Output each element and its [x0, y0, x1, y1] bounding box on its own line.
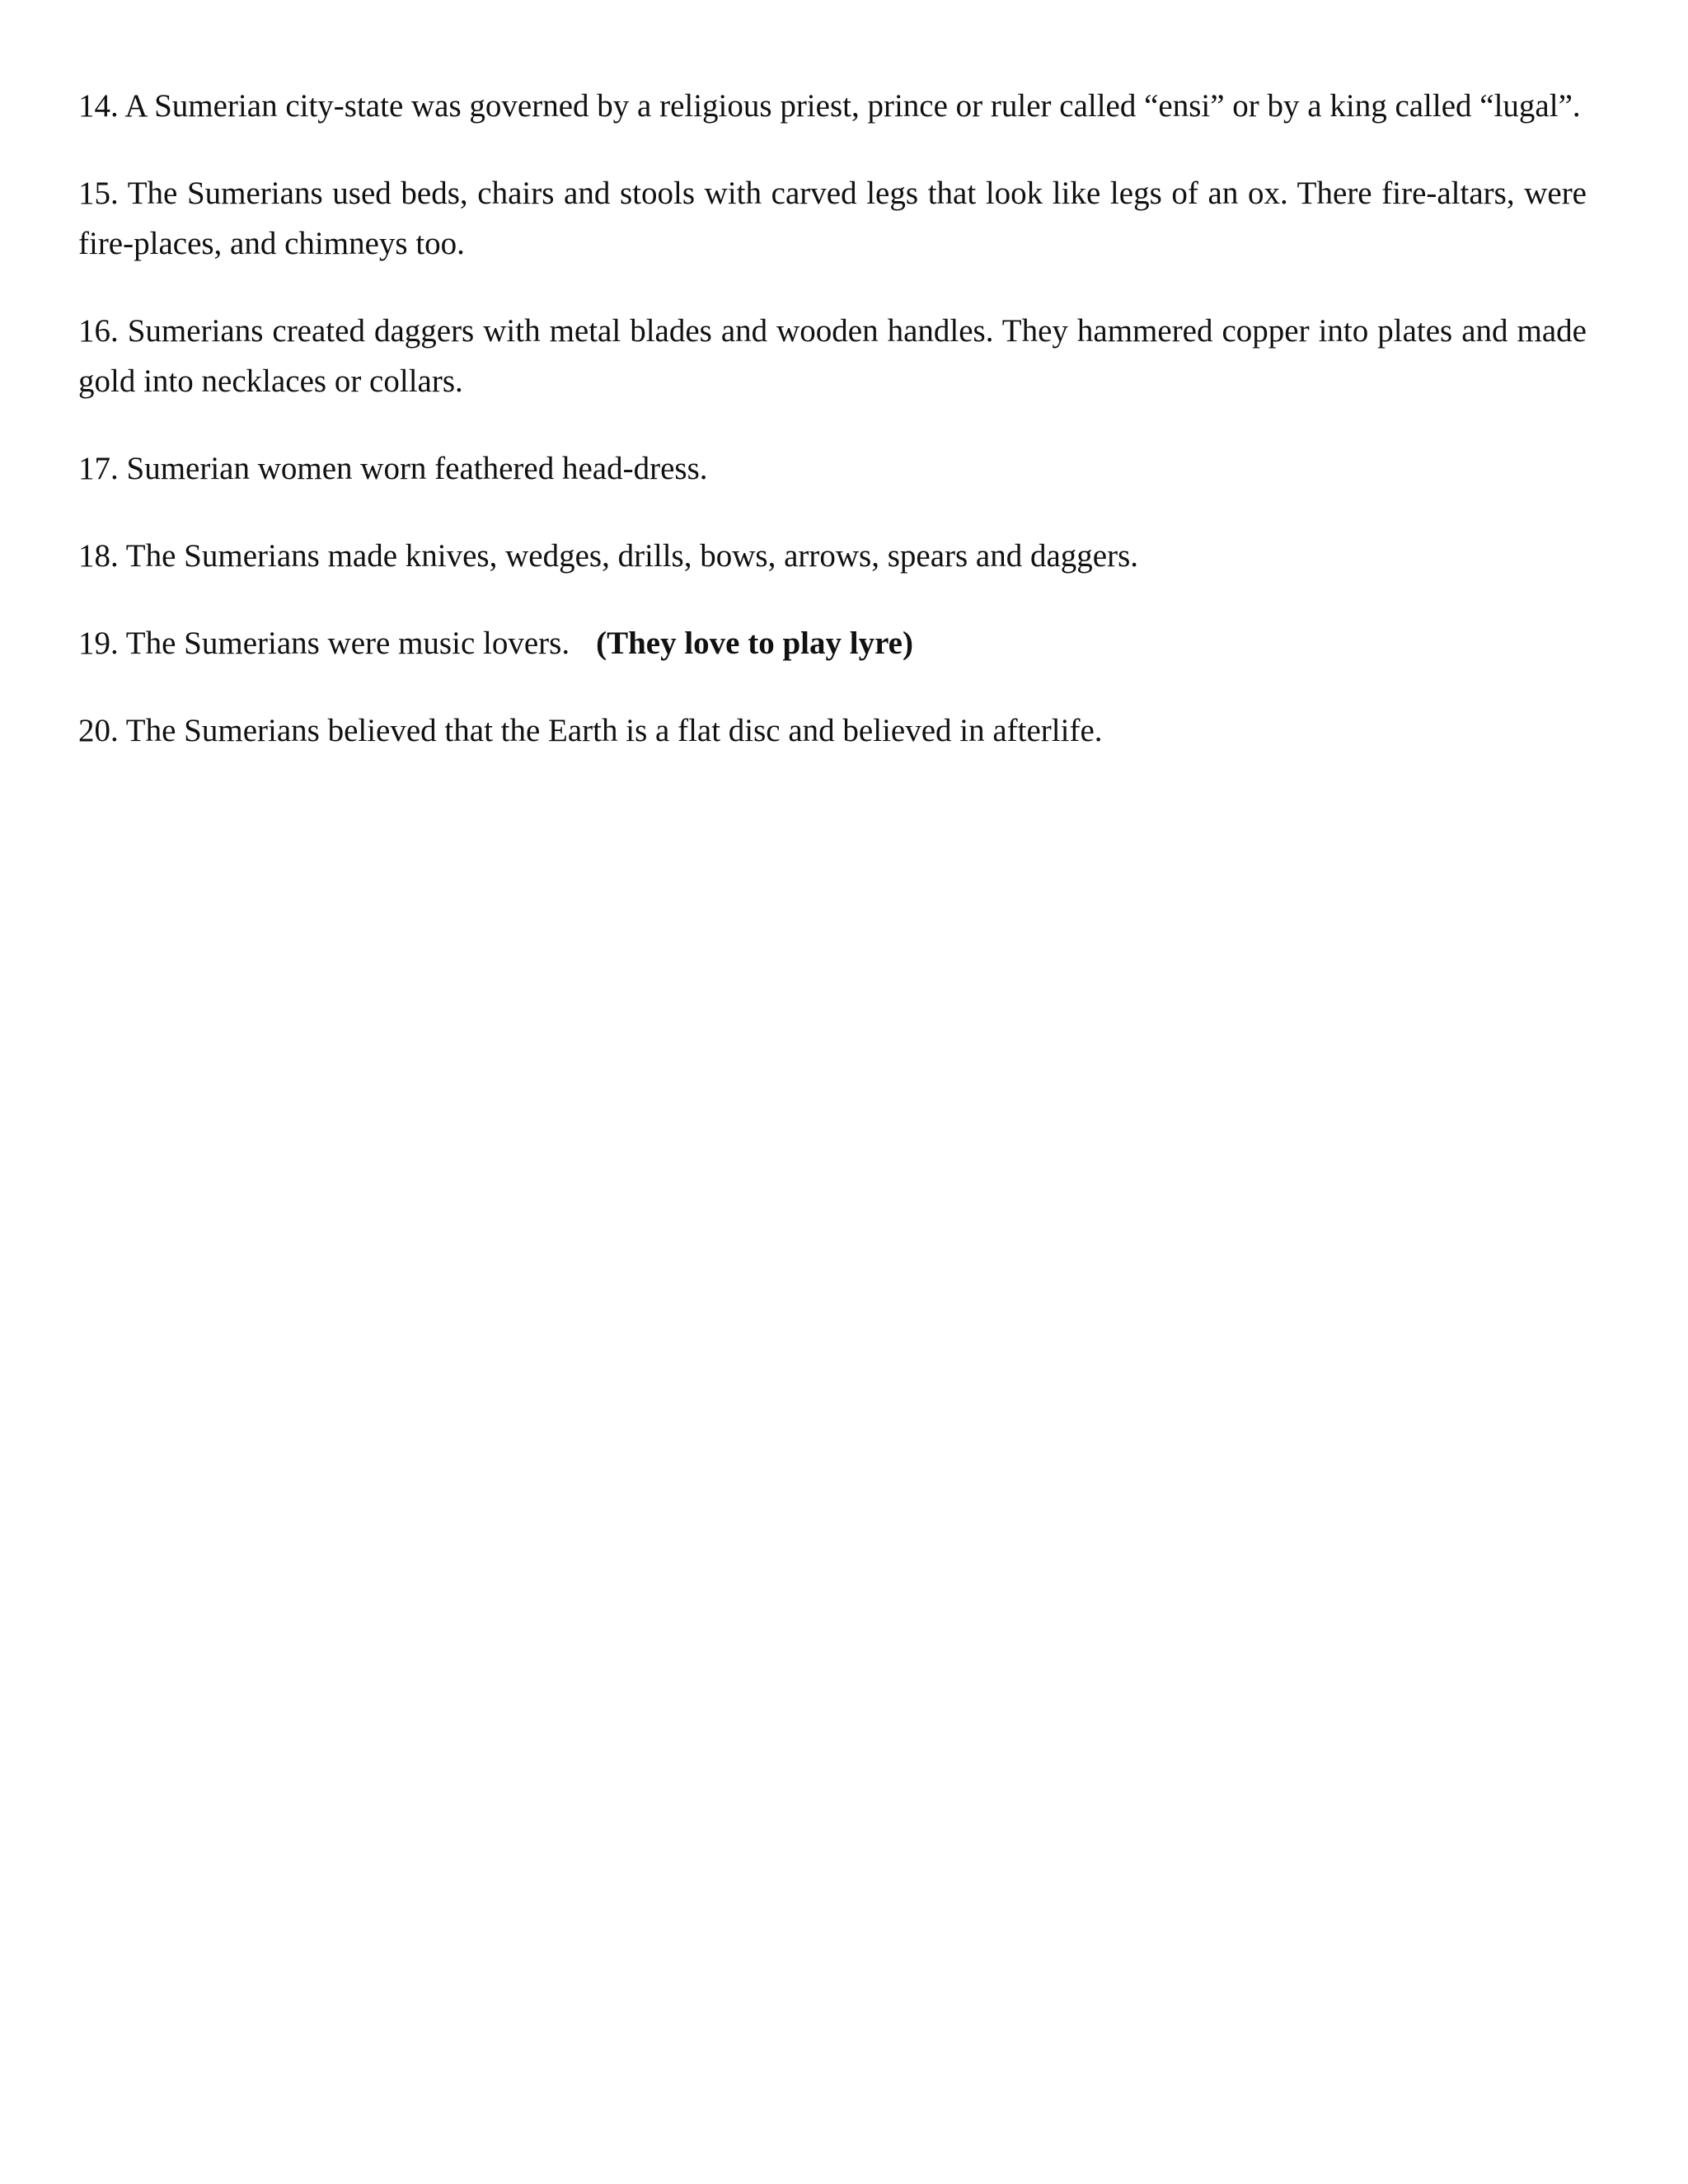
- fact-19-bold-note: (They love to play lyre): [596, 626, 913, 661]
- fact-17: 17. Sumerian women worn feathered head-dress.: [78, 451, 708, 486]
- fact-19: [78, 618, 1587, 668]
- fact-14: 14. A Sumerian city-state was governed by a religious priest, prince or ruler called “ensi” or by a king called “lugal”.: [78, 88, 1581, 124]
- document-body: [78, 81, 1587, 793]
- fact-16: 16. Sumerians created daggers with metal blades and wooden handles. They hammered copper into plates and made gold into necklaces or collars.: [78, 313, 1587, 399]
- fact-15: 15. The Sumerians used beds, chairs and stools with carved legs that look like legs of an ox. There fire-altars, were fire-places, and chimneys too.: [78, 176, 1587, 261]
- fact-19-text: 19. The Sumerians were music lovers.: [78, 626, 570, 661]
- fact-20: 20. The Sumerians believed that the Earth is a flat disc and believed in afterlife.: [78, 713, 1103, 748]
- fact-18: 18. The Sumerians made knives, wedges, drills, bows, arrows, spears and daggers.: [78, 538, 1139, 574]
